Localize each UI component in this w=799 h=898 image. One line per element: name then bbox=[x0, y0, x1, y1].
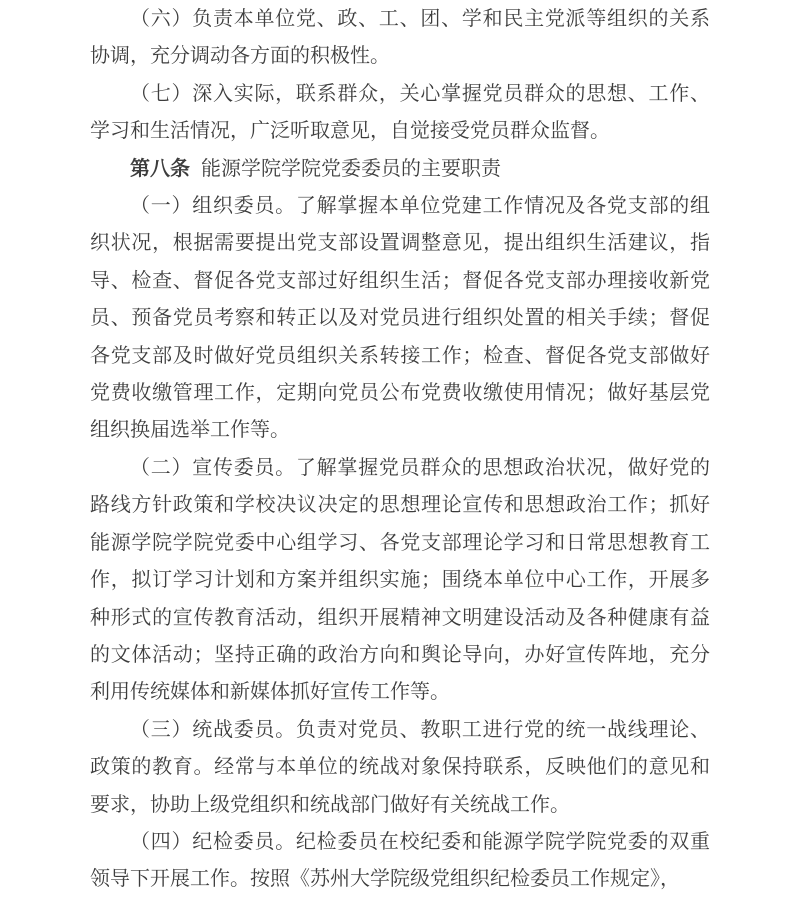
text-line: （一）组织委员。了解掌握本单位党建工作情况及各党支部的组 bbox=[130, 195, 710, 218]
paragraph-duty-six bbox=[90, 1, 710, 76]
text-line: 利用传统媒体和新媒体抓好宣传工作等。 bbox=[90, 681, 450, 704]
text-line: 组织换届选举工作等。 bbox=[90, 419, 290, 442]
text-line: 路线方针政策和学校决议决定的思想理论宣传和思想政治工作；抓好 bbox=[90, 494, 710, 517]
text-line: 作，拟订学习计划和方案并组织实施；围绕本单位中心工作，开展多 bbox=[90, 569, 710, 592]
text-line: （二）宣传委员。了解掌握党员群众的思想政治状况，做好党的 bbox=[130, 456, 710, 479]
paragraph-item-four-discipline bbox=[90, 824, 710, 898]
text-line: 能源学院学院党委中心组学习、各党支部理论学习和日常思想教育工 bbox=[90, 531, 710, 554]
text-line: （四）纪检委员。纪检委员在校纪委和能源学院学院党委的双重 bbox=[130, 830, 710, 853]
paragraph-item-two-publicity bbox=[90, 450, 710, 712]
text-line: 政策的教育。经常与本单位的统战对象保持联系，反映他们的意见和 bbox=[90, 756, 710, 779]
article-eight-heading bbox=[90, 151, 710, 188]
article-title: 能源学院学院党委委员的主要职责 bbox=[201, 157, 501, 180]
text-line: 协调，充分调动各方面的积极性。 bbox=[90, 45, 390, 68]
paragraph-duty-seven bbox=[90, 76, 710, 151]
text-line: 党费收缴管理工作，定期向党员公布党费收缴使用情况；做好基层党 bbox=[90, 382, 710, 405]
text-line: （六）负责本单位党、政、工、团、学和民主党派等组织的关系 bbox=[130, 8, 710, 30]
paragraph-item-three-united-front bbox=[90, 712, 710, 824]
text-line: 要求，协助上级党组织和统战部门做好有关统战工作。 bbox=[90, 793, 570, 816]
text-line: 各党支部及时做好党员组织关系转接工作；检查、督促各党支部做好 bbox=[90, 344, 710, 367]
text-line: （三）统战委员。负责对党员、教职工进行党的统一战线理论、 bbox=[130, 718, 710, 741]
text-line: 学习和生活情况，广泛听取意见，自觉接受党员群众监督。 bbox=[90, 120, 610, 143]
text-line: （七）深入实际，联系群众，关心掌握党员群众的思想、工作、 bbox=[130, 82, 710, 105]
text-line: 员、预备党员考察和转正以及对党员进行组织处置的相关手续；督促 bbox=[90, 307, 710, 330]
paragraph-item-one-organization bbox=[90, 188, 710, 450]
article-number: 第八条 bbox=[130, 157, 190, 180]
text-line: 的文体活动；坚持正确的政治方向和舆论导向，办好宣传阵地，充分 bbox=[90, 643, 710, 666]
text-line: 导、检查、督促各党支部过好组织生活；督促各党支部办理接收新党 bbox=[90, 269, 710, 292]
text-line: 种形式的宣传教育活动，组织开展精神文明建设活动及各种健康有益 bbox=[90, 606, 710, 629]
text-line: 领导下开展工作。按照《苏州大学院级党组织纪检委员工作规定》， bbox=[90, 868, 680, 891]
text-line: 织状况，根据需要提出党支部设置调整意见，提出组织生活建议，指 bbox=[90, 232, 710, 255]
